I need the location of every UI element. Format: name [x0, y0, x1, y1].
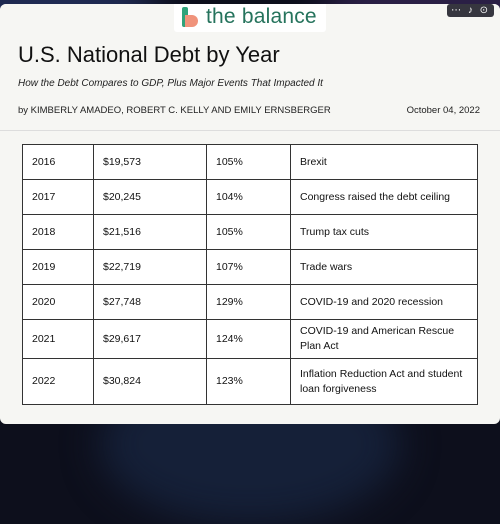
- header-divider: [0, 130, 500, 131]
- top-bar: [0, 4, 500, 34]
- event-cell: Congress raised the debt ceiling: [291, 180, 478, 215]
- event-cell: Inflation Reduction Act and student loan forgiveness: [291, 359, 478, 405]
- gdp-percent-cell: 105%: [207, 215, 291, 250]
- brand-name: the balance: [206, 5, 317, 28]
- page-subtitle: How the Debt Compares to GDP, Plus Major Events That Impacted It: [18, 78, 323, 89]
- debt-cell: $20,245: [94, 180, 207, 215]
- page-title: U.S. National Debt by Year: [18, 42, 280, 67]
- gdp-percent-cell: 124%: [207, 320, 291, 359]
- debt-cell: $21,516: [94, 215, 207, 250]
- debt-cell: $19,573: [94, 145, 207, 180]
- brand-logo[interactable]: [174, 4, 326, 32]
- debt-cell: $27,748: [94, 285, 207, 320]
- debt-table: [22, 144, 478, 405]
- table-row: [23, 215, 478, 250]
- publish-date: October 04, 2022: [406, 105, 480, 116]
- table-row: [23, 285, 478, 320]
- year-cell: 2018: [23, 215, 94, 250]
- brand-logo-icon: [180, 6, 200, 28]
- year-cell: 2021: [23, 320, 94, 359]
- author-byline: by KIMBERLY AMADEO, ROBERT C. KELLY AND EMILY ERNSBERGER: [18, 105, 331, 116]
- event-cell: Trade wars: [291, 250, 478, 285]
- event-cell: COVID-19 and 2020 recession: [291, 285, 478, 320]
- gdp-percent-cell: 107%: [207, 250, 291, 285]
- event-cell: Brexit: [291, 145, 478, 180]
- gdp-percent-cell: 105%: [207, 145, 291, 180]
- table-row: [23, 145, 478, 180]
- year-cell: 2019: [23, 250, 94, 285]
- logo-bowl: [185, 15, 198, 27]
- year-cell: 2016: [23, 145, 94, 180]
- gdp-percent-cell: 123%: [207, 359, 291, 405]
- debt-cell: $30,824: [94, 359, 207, 405]
- event-cell: Trump tax cuts: [291, 215, 478, 250]
- debt-cell: $29,617: [94, 320, 207, 359]
- year-cell: 2017: [23, 180, 94, 215]
- gdp-percent-cell: 104%: [207, 180, 291, 215]
- table-row: [23, 250, 478, 285]
- gdp-percent-cell: 129%: [207, 285, 291, 320]
- table-row: [23, 320, 478, 359]
- year-cell: 2020: [23, 285, 94, 320]
- table-row: [23, 180, 478, 215]
- year-cell: 2022: [23, 359, 94, 405]
- event-cell: COVID-19 and American Rescue Plan Act: [291, 320, 478, 359]
- overlay-icons[interactable]: ⋯ ♪ ⊙: [447, 4, 494, 17]
- table-row: [23, 359, 478, 405]
- debt-cell: $22,719: [94, 250, 207, 285]
- debt-table-container: [22, 144, 478, 405]
- article-card: [0, 4, 500, 424]
